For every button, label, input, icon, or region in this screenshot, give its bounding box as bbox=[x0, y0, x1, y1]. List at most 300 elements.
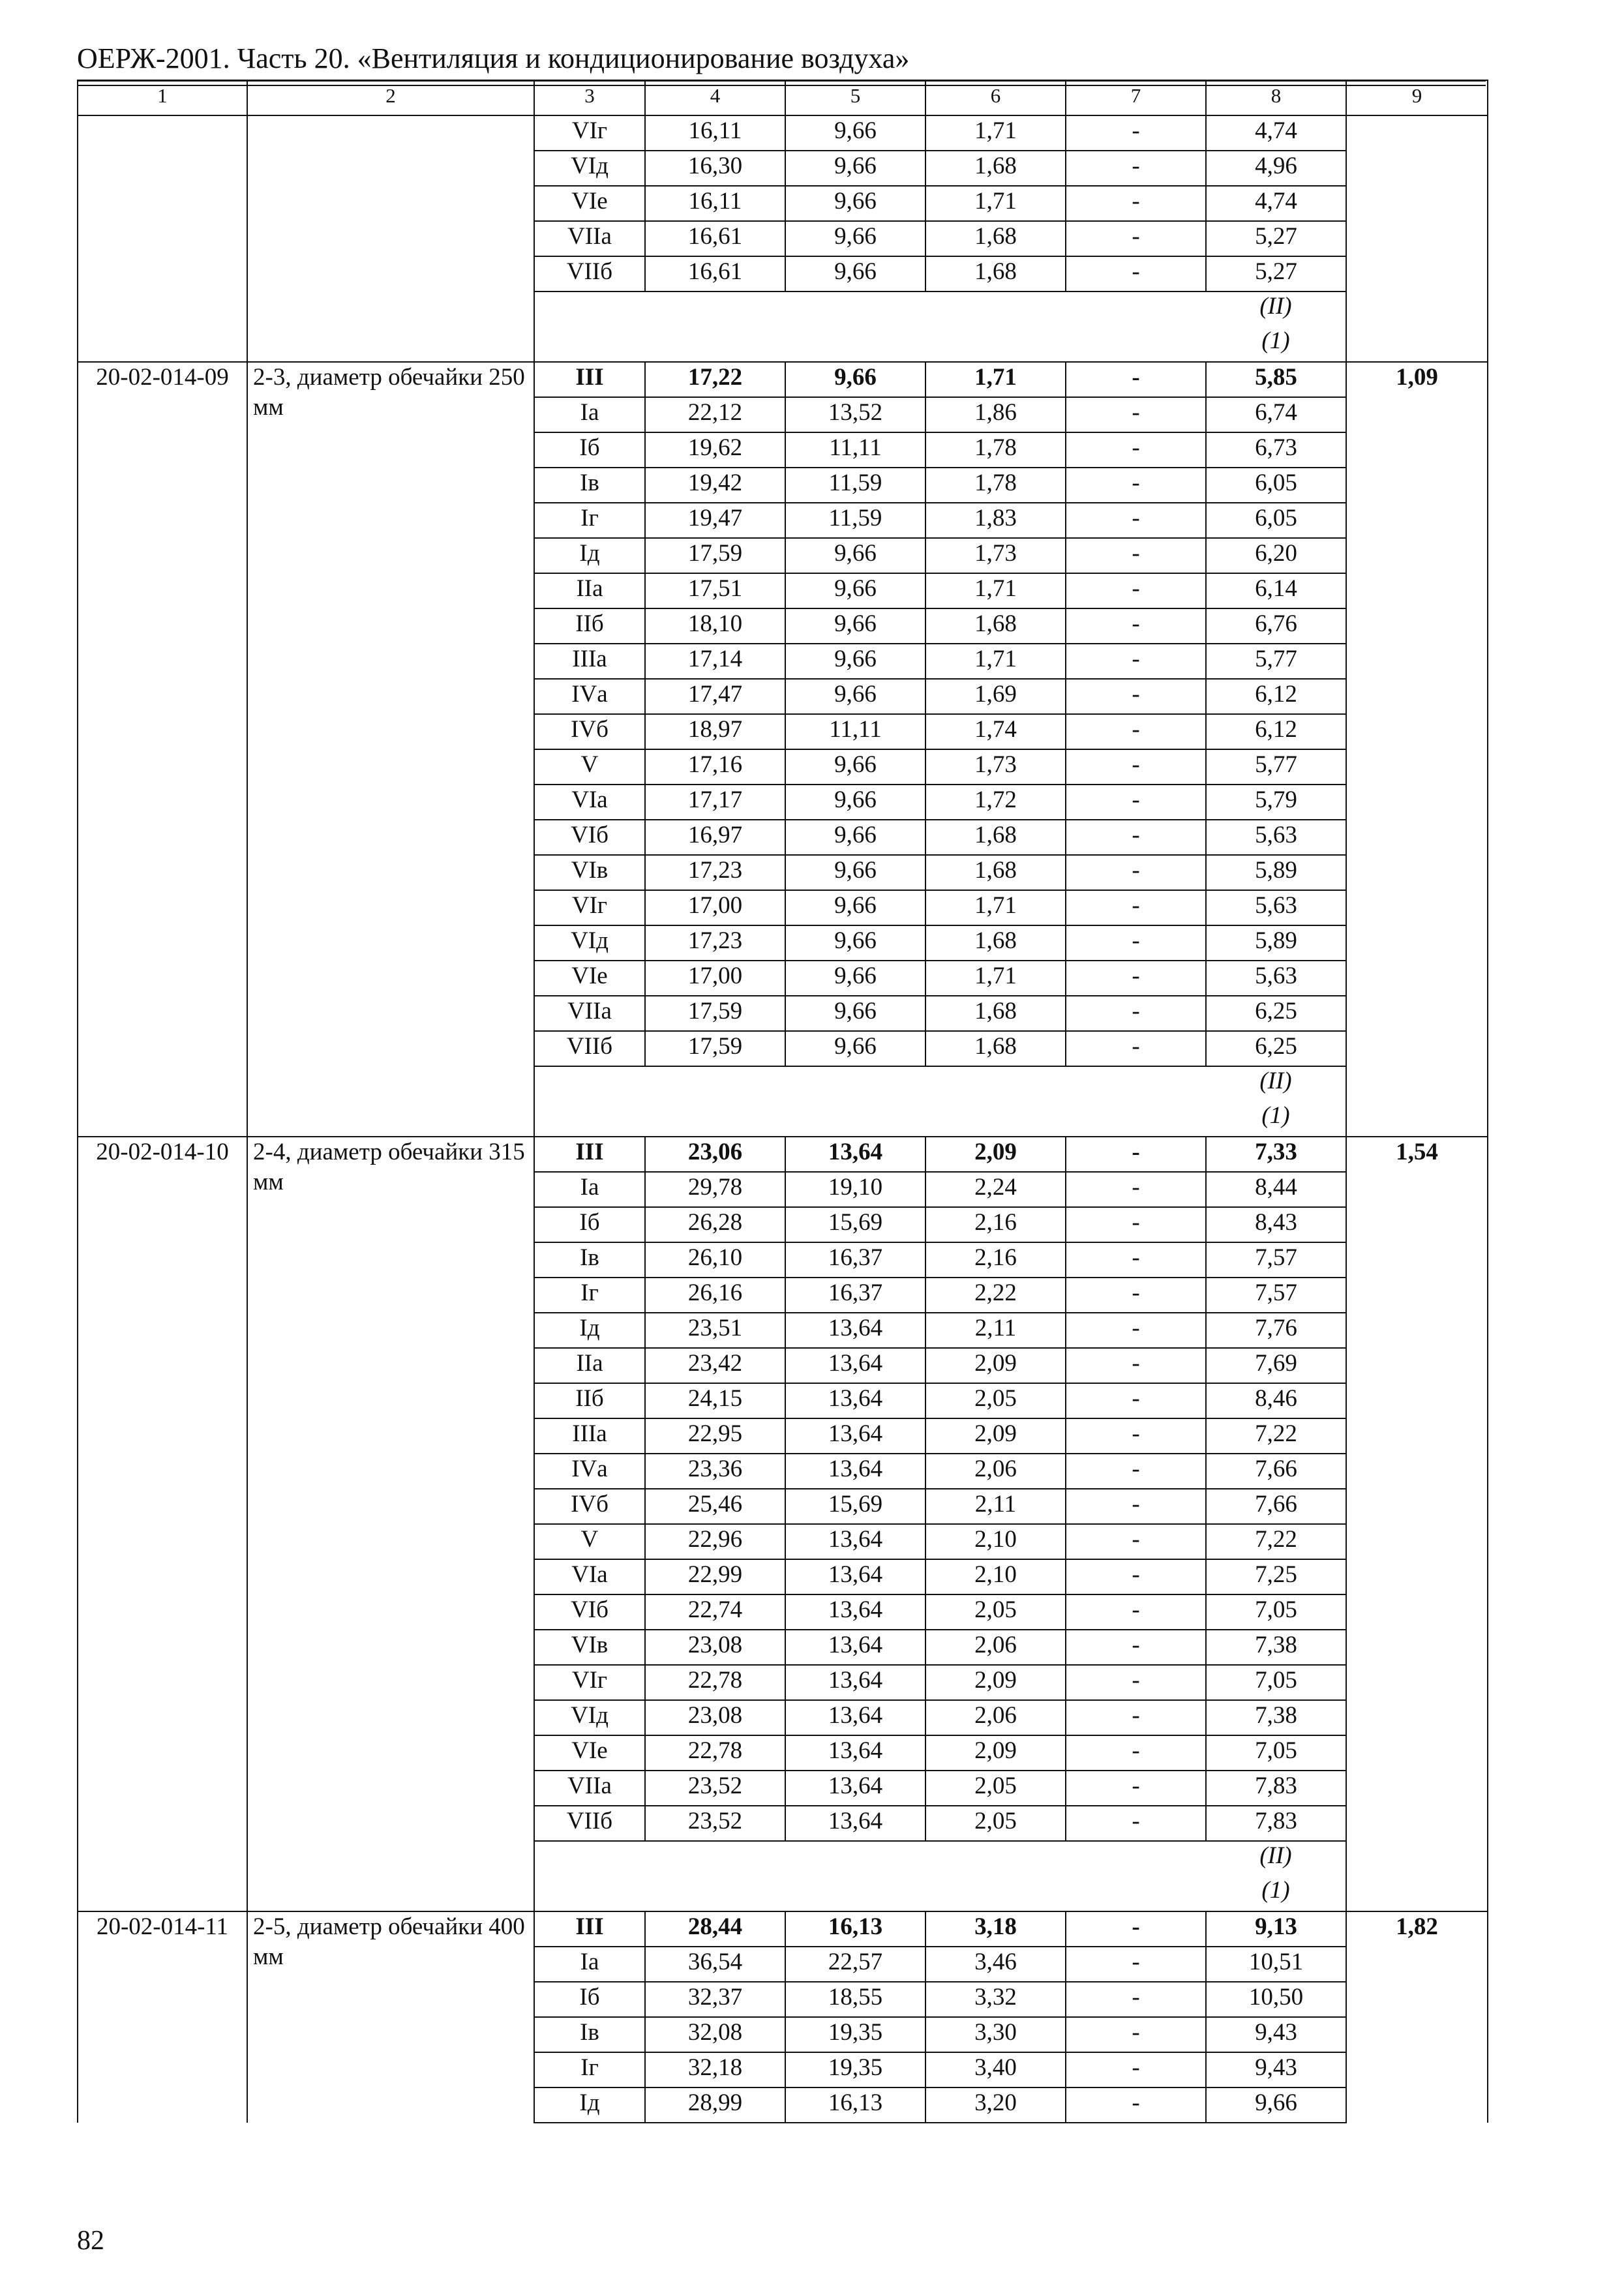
cost-wages-cell: - bbox=[1066, 961, 1206, 996]
cost-total-cell: 28,99 bbox=[645, 2087, 785, 2123]
cost-labor-cell: 9,66 bbox=[785, 221, 925, 256]
cost-materials-cell: 8,43 bbox=[1206, 1207, 1346, 1242]
zone-cell: VIа bbox=[534, 1559, 645, 1594]
cost-labor-cell: 13,64 bbox=[785, 1137, 925, 1172]
cost-total-cell: 17,59 bbox=[645, 996, 785, 1031]
table-body bbox=[78, 80, 1488, 2123]
cost-labor-cell: 13,64 bbox=[785, 1348, 925, 1383]
cost-wages-cell: - bbox=[1066, 1771, 1206, 1806]
column-number: 8 bbox=[1206, 80, 1346, 115]
cost-wages-cell: - bbox=[1066, 1313, 1206, 1348]
cost-total-cell: 36,54 bbox=[645, 1947, 785, 1982]
cost-machines-cell: 1,68 bbox=[925, 221, 1066, 256]
cost-materials-cell: 10,51 bbox=[1206, 1947, 1346, 1982]
cost-machines-cell: 2,16 bbox=[925, 1242, 1066, 1278]
cost-machines-cell: 1,74 bbox=[925, 714, 1066, 749]
zone-cell: III bbox=[534, 1137, 645, 1172]
zone-cell: III bbox=[534, 1911, 645, 1947]
cost-labor-cell: 11,11 bbox=[785, 714, 925, 749]
zone-cell: VIг bbox=[534, 1665, 645, 1700]
cost-wages-cell: - bbox=[1066, 573, 1206, 608]
cost-machines-cell: 3,30 bbox=[925, 2017, 1066, 2052]
zone-cell: VIIб bbox=[534, 1806, 645, 1841]
cost-materials-cell: 6,74 bbox=[1206, 397, 1346, 432]
note-value-cell-text: (II) bbox=[1259, 1068, 1292, 1094]
cost-materials-cell: 7,66 bbox=[1206, 1489, 1346, 1524]
zone-cell: Iб bbox=[534, 432, 645, 468]
cost-materials-cell: 5,27 bbox=[1206, 221, 1346, 256]
cost-wages-cell: - bbox=[1066, 679, 1206, 714]
cost-wages-cell: - bbox=[1066, 186, 1206, 221]
zone-cell: VIIб bbox=[534, 1031, 645, 1066]
zone-cell: Iд bbox=[534, 2087, 645, 2123]
cost-wages-cell: - bbox=[1066, 221, 1206, 256]
cost-labor-cell: 11,59 bbox=[785, 468, 925, 503]
cost-labor-cell: 9,66 bbox=[785, 644, 925, 679]
cost-materials-cell: 7,22 bbox=[1206, 1524, 1346, 1559]
note-value-cell bbox=[1206, 1876, 1346, 1911]
cost-total-cell: 23,52 bbox=[645, 1806, 785, 1841]
cost-materials-cell: 4,74 bbox=[1206, 186, 1346, 221]
cost-materials-cell: 6,73 bbox=[1206, 432, 1346, 468]
cost-total-cell: 32,18 bbox=[645, 2052, 785, 2087]
rate-code: 20-02-014-10 bbox=[78, 1137, 247, 1911]
cost-machines-cell: 1,71 bbox=[925, 644, 1066, 679]
zone-cell: Iг bbox=[534, 2052, 645, 2087]
zone-cell: VIв bbox=[534, 1630, 645, 1665]
cost-wages-cell: - bbox=[1066, 925, 1206, 961]
cost-materials-cell: 5,77 bbox=[1206, 644, 1346, 679]
cost-wages-cell: - bbox=[1066, 256, 1206, 292]
cost-total-cell: 17,00 bbox=[645, 961, 785, 996]
cost-total-cell: 23,08 bbox=[645, 1700, 785, 1735]
note-value-cell bbox=[1206, 327, 1346, 362]
cost-wages-cell: - bbox=[1066, 538, 1206, 573]
zone-cell: VIе bbox=[534, 186, 645, 221]
cost-total-cell: 16,97 bbox=[645, 820, 785, 855]
cost-labor-cell: 9,66 bbox=[785, 679, 925, 714]
table-row bbox=[78, 362, 1488, 397]
cost-materials-cell: 7,66 bbox=[1206, 1454, 1346, 1489]
cost-machines-cell: 1,72 bbox=[925, 785, 1066, 820]
cost-total-cell: 17,22 bbox=[645, 362, 785, 397]
cost-machines-cell: 1,68 bbox=[925, 820, 1066, 855]
cost-wages-cell: - bbox=[1066, 1242, 1206, 1278]
cost-total-cell: 23,51 bbox=[645, 1313, 785, 1348]
note-value-cell bbox=[1206, 1101, 1346, 1137]
zone-cell: III bbox=[534, 362, 645, 397]
note-blank-cell bbox=[534, 1101, 1206, 1137]
cost-materials-cell: 9,13 bbox=[1206, 1911, 1346, 1947]
cost-wages-cell: - bbox=[1066, 1594, 1206, 1630]
cost-labor-cell: 11,11 bbox=[785, 432, 925, 468]
cost-machines-cell: 2,11 bbox=[925, 1313, 1066, 1348]
cost-labor-cell: 13,64 bbox=[785, 1418, 925, 1454]
cost-machines-cell: 3,18 bbox=[925, 1911, 1066, 1947]
note-value-cell bbox=[1206, 292, 1346, 327]
cost-labor-cell: 13,64 bbox=[785, 1559, 925, 1594]
zone-cell: IIб bbox=[534, 608, 645, 644]
cost-machines-cell: 2,05 bbox=[925, 1594, 1066, 1630]
cost-total-cell: 17,14 bbox=[645, 644, 785, 679]
cost-wages-cell: - bbox=[1066, 1524, 1206, 1559]
zone-cell: Iв bbox=[534, 1242, 645, 1278]
note-blank-cell bbox=[534, 1841, 1206, 1876]
cost-labor-cell: 15,69 bbox=[785, 1207, 925, 1242]
zone-cell: Iа bbox=[534, 1947, 645, 1982]
cost-labor-cell: 9,66 bbox=[785, 890, 925, 925]
cost-total-cell: 29,78 bbox=[645, 1172, 785, 1207]
zone-cell: VIд bbox=[534, 1700, 645, 1735]
cost-machines-cell: 1,83 bbox=[925, 503, 1066, 538]
cost-total-cell: 22,78 bbox=[645, 1665, 785, 1700]
cost-wages-cell: - bbox=[1066, 714, 1206, 749]
zone-cell: VIг bbox=[534, 890, 645, 925]
cost-machines-cell: 2,24 bbox=[925, 1172, 1066, 1207]
zone-cell: VIа bbox=[534, 785, 645, 820]
cost-wages-cell: - bbox=[1066, 1700, 1206, 1735]
cost-labor-cell: 13,64 bbox=[785, 1383, 925, 1418]
zone-cell: V bbox=[534, 1524, 645, 1559]
note-value-cell-text: (1) bbox=[1261, 1102, 1290, 1129]
column-number: 4 bbox=[645, 80, 785, 115]
cost-materials-cell: 7,05 bbox=[1206, 1594, 1346, 1630]
labor-hours-cell: 1,09 bbox=[1346, 362, 1488, 1137]
cost-labor-cell: 9,66 bbox=[785, 115, 925, 151]
table-row bbox=[78, 1137, 1488, 1172]
cost-machines-cell: 2,09 bbox=[925, 1137, 1066, 1172]
table-row bbox=[78, 115, 1488, 151]
cost-wages-cell: - bbox=[1066, 996, 1206, 1031]
cost-materials-cell: 6,05 bbox=[1206, 503, 1346, 538]
cost-machines-cell: 2,09 bbox=[925, 1665, 1066, 1700]
cost-labor-cell: 9,66 bbox=[785, 538, 925, 573]
cost-total-cell: 17,51 bbox=[645, 573, 785, 608]
note-value-cell-text: (1) bbox=[1261, 1877, 1290, 1904]
cost-labor-cell: 13,64 bbox=[785, 1735, 925, 1771]
rate-description: 2-5, диаметр обечайки 400 мм bbox=[247, 1911, 534, 2123]
cost-labor-cell: 13,52 bbox=[785, 397, 925, 432]
cost-total-cell: 17,59 bbox=[645, 1031, 785, 1066]
zone-cell: Iг bbox=[534, 1278, 645, 1313]
cost-labor-cell: 13,64 bbox=[785, 1594, 925, 1630]
cost-total-cell: 26,16 bbox=[645, 1278, 785, 1313]
cost-machines-cell: 1,68 bbox=[925, 855, 1066, 890]
column-number: 5 bbox=[785, 80, 925, 115]
cost-machines-cell: 3,46 bbox=[925, 1947, 1066, 1982]
cost-wages-cell: - bbox=[1066, 115, 1206, 151]
cost-materials-cell: 10,50 bbox=[1206, 1982, 1346, 2017]
cost-labor-cell: 16,13 bbox=[785, 1911, 925, 1947]
zone-cell: VIд bbox=[534, 925, 645, 961]
cost-wages-cell: - bbox=[1066, 1137, 1206, 1172]
cost-materials-cell: 8,44 bbox=[1206, 1172, 1346, 1207]
cost-wages-cell: - bbox=[1066, 1735, 1206, 1771]
cost-machines-cell: 2,05 bbox=[925, 1383, 1066, 1418]
cost-materials-cell: 5,63 bbox=[1206, 820, 1346, 855]
cost-materials-cell: 5,85 bbox=[1206, 362, 1346, 397]
cost-total-cell: 26,10 bbox=[645, 1242, 785, 1278]
cost-labor-cell: 9,66 bbox=[785, 573, 925, 608]
cost-total-cell: 16,30 bbox=[645, 151, 785, 186]
zone-cell: VIIб bbox=[534, 256, 645, 292]
rate-description: 2-4, диаметр обечайки 315 мм bbox=[247, 1137, 534, 1911]
cost-machines-cell: 2,09 bbox=[925, 1348, 1066, 1383]
zone-cell: IVа bbox=[534, 679, 645, 714]
cost-wages-cell: - bbox=[1066, 1207, 1206, 1242]
cost-materials-cell: 7,57 bbox=[1206, 1242, 1346, 1278]
labor-hours-cell: 1,54 bbox=[1346, 1137, 1488, 1911]
zone-cell: Iб bbox=[534, 1207, 645, 1242]
zone-cell: Iа bbox=[534, 397, 645, 432]
cost-wages-cell: - bbox=[1066, 1665, 1206, 1700]
cost-materials-cell: 6,25 bbox=[1206, 1031, 1346, 1066]
rate-code: 20-02-014-09 bbox=[78, 362, 247, 1137]
cost-wages-cell: - bbox=[1066, 855, 1206, 890]
cost-total-cell: 32,37 bbox=[645, 1982, 785, 2017]
cost-total-cell: 24,15 bbox=[645, 1383, 785, 1418]
note-blank-cell bbox=[534, 327, 1206, 362]
cost-wages-cell: - bbox=[1066, 1911, 1206, 1947]
cost-wages-cell: - bbox=[1066, 785, 1206, 820]
cost-total-cell: 17,16 bbox=[645, 749, 785, 785]
cost-total-cell: 32,08 bbox=[645, 2017, 785, 2052]
cost-materials-cell: 9,43 bbox=[1206, 2052, 1346, 2087]
cost-machines-cell: 2,06 bbox=[925, 1454, 1066, 1489]
cost-wages-cell: - bbox=[1066, 1630, 1206, 1665]
page-number: 82 bbox=[77, 2226, 104, 2256]
cost-materials-cell: 7,76 bbox=[1206, 1313, 1346, 1348]
zone-cell: Iг bbox=[534, 503, 645, 538]
cost-labor-cell: 9,66 bbox=[785, 749, 925, 785]
cost-labor-cell: 19,35 bbox=[785, 2052, 925, 2087]
cost-materials-cell: 6,20 bbox=[1206, 538, 1346, 573]
cost-labor-cell: 13,64 bbox=[785, 1665, 925, 1700]
zone-cell: Iв bbox=[534, 2017, 645, 2052]
cost-machines-cell: 2,16 bbox=[925, 1207, 1066, 1242]
cost-labor-cell: 9,66 bbox=[785, 820, 925, 855]
cost-wages-cell: - bbox=[1066, 2017, 1206, 2052]
cost-wages-cell: - bbox=[1066, 2052, 1206, 2087]
cost-materials-cell: 4,96 bbox=[1206, 151, 1346, 186]
cost-total-cell: 23,08 bbox=[645, 1630, 785, 1665]
cost-wages-cell: - bbox=[1066, 1559, 1206, 1594]
cost-labor-cell: 9,66 bbox=[785, 256, 925, 292]
cost-materials-cell: 5,27 bbox=[1206, 256, 1346, 292]
cost-total-cell: 28,44 bbox=[645, 1911, 785, 1947]
cost-labor-cell: 22,57 bbox=[785, 1947, 925, 1982]
cost-total-cell: 22,12 bbox=[645, 397, 785, 432]
cost-total-cell: 23,52 bbox=[645, 1771, 785, 1806]
column-number: 2 bbox=[247, 80, 534, 115]
cost-machines-cell: 1,71 bbox=[925, 961, 1066, 996]
cost-total-cell: 22,99 bbox=[645, 1559, 785, 1594]
cost-machines-cell: 2,05 bbox=[925, 1771, 1066, 1806]
cost-materials-cell: 6,05 bbox=[1206, 468, 1346, 503]
cost-materials-cell: 4,74 bbox=[1206, 115, 1346, 151]
cost-materials-cell: 7,69 bbox=[1206, 1348, 1346, 1383]
cost-total-cell: 17,17 bbox=[645, 785, 785, 820]
cost-total-cell: 22,74 bbox=[645, 1594, 785, 1630]
note-value-cell-text: (1) bbox=[1261, 327, 1290, 354]
cost-materials-cell: 7,38 bbox=[1206, 1630, 1346, 1665]
cost-labor-cell: 19,10 bbox=[785, 1172, 925, 1207]
cost-materials-cell: 7,83 bbox=[1206, 1806, 1346, 1841]
cost-machines-cell: 1,71 bbox=[925, 186, 1066, 221]
zone-cell: V bbox=[534, 749, 645, 785]
rate-description bbox=[247, 115, 534, 362]
cost-wages-cell: - bbox=[1066, 820, 1206, 855]
cost-total-cell: 16,11 bbox=[645, 115, 785, 151]
cost-total-cell: 22,95 bbox=[645, 1418, 785, 1454]
cost-machines-cell: 1,71 bbox=[925, 573, 1066, 608]
note-value-cell-text: (II) bbox=[1259, 1842, 1292, 1869]
zone-cell: IIIа bbox=[534, 644, 645, 679]
cost-total-cell: 22,96 bbox=[645, 1524, 785, 1559]
cost-machines-cell: 1,68 bbox=[925, 925, 1066, 961]
cost-machines-cell: 1,68 bbox=[925, 996, 1066, 1031]
cost-labor-cell: 9,66 bbox=[785, 186, 925, 221]
cost-materials-cell: 9,66 bbox=[1206, 2087, 1346, 2123]
cost-machines-cell: 1,73 bbox=[925, 749, 1066, 785]
zone-cell: VIг bbox=[534, 115, 645, 151]
cost-machines-cell: 2,10 bbox=[925, 1524, 1066, 1559]
zone-cell: VIIа bbox=[534, 221, 645, 256]
cost-machines-cell: 1,68 bbox=[925, 256, 1066, 292]
cost-total-cell: 18,10 bbox=[645, 608, 785, 644]
cost-wages-cell: - bbox=[1066, 1947, 1206, 1982]
cost-materials-cell: 5,89 bbox=[1206, 925, 1346, 961]
cost-labor-cell: 9,66 bbox=[785, 608, 925, 644]
cost-wages-cell: - bbox=[1066, 890, 1206, 925]
cost-labor-cell: 13,64 bbox=[785, 1454, 925, 1489]
cost-machines-cell: 1,73 bbox=[925, 538, 1066, 573]
cost-wages-cell: - bbox=[1066, 468, 1206, 503]
cost-labor-cell: 9,66 bbox=[785, 925, 925, 961]
cost-materials-cell: 9,43 bbox=[1206, 2017, 1346, 2052]
column-number: 3 bbox=[534, 80, 645, 115]
cost-materials-cell: 6,14 bbox=[1206, 573, 1346, 608]
cost-materials-cell: 7,57 bbox=[1206, 1278, 1346, 1313]
column-number: 9 bbox=[1346, 80, 1488, 115]
cost-labor-cell: 13,64 bbox=[785, 1524, 925, 1559]
cost-materials-cell: 7,05 bbox=[1206, 1665, 1346, 1700]
cost-total-cell: 17,00 bbox=[645, 890, 785, 925]
cost-materials-cell: 7,25 bbox=[1206, 1559, 1346, 1594]
cost-labor-cell: 13,64 bbox=[785, 1630, 925, 1665]
cost-labor-cell: 13,64 bbox=[785, 1313, 925, 1348]
cost-wages-cell: - bbox=[1066, 2087, 1206, 2123]
cost-machines-cell: 1,68 bbox=[925, 1031, 1066, 1066]
cost-materials-cell: 5,77 bbox=[1206, 749, 1346, 785]
column-number: 6 bbox=[925, 80, 1066, 115]
cost-machines-cell: 2,09 bbox=[925, 1418, 1066, 1454]
cost-labor-cell: 9,66 bbox=[785, 1031, 925, 1066]
cost-machines-cell: 1,86 bbox=[925, 397, 1066, 432]
cost-labor-cell: 16,37 bbox=[785, 1242, 925, 1278]
cost-materials-cell: 8,46 bbox=[1206, 1383, 1346, 1418]
cost-wages-cell: - bbox=[1066, 1982, 1206, 2017]
rate-code bbox=[78, 115, 247, 362]
cost-labor-cell: 9,66 bbox=[785, 785, 925, 820]
cost-materials-cell: 5,79 bbox=[1206, 785, 1346, 820]
cost-machines-cell: 1,78 bbox=[925, 468, 1066, 503]
column-number-row bbox=[78, 80, 1488, 115]
cost-machines-cell: 2,06 bbox=[925, 1700, 1066, 1735]
cost-wages-cell: - bbox=[1066, 1348, 1206, 1383]
cost-total-cell: 22,78 bbox=[645, 1735, 785, 1771]
cost-labor-cell: 18,55 bbox=[785, 1982, 925, 2017]
cost-wages-cell: - bbox=[1066, 432, 1206, 468]
cost-total-cell: 17,47 bbox=[645, 679, 785, 714]
zone-cell: Iб bbox=[534, 1982, 645, 2017]
cost-total-cell: 19,47 bbox=[645, 503, 785, 538]
cost-total-cell: 23,06 bbox=[645, 1137, 785, 1172]
cost-materials-cell: 7,38 bbox=[1206, 1700, 1346, 1735]
cost-total-cell: 23,36 bbox=[645, 1454, 785, 1489]
labor-hours-cell: 1,82 bbox=[1346, 1911, 1488, 2123]
cost-machines-cell: 1,69 bbox=[925, 679, 1066, 714]
cost-wages-cell: - bbox=[1066, 608, 1206, 644]
cost-machines-cell: 1,68 bbox=[925, 608, 1066, 644]
zone-cell: Iв bbox=[534, 468, 645, 503]
zone-cell: Iд bbox=[534, 1313, 645, 1348]
cost-labor-cell: 13,64 bbox=[785, 1700, 925, 1735]
cost-labor-cell: 11,59 bbox=[785, 503, 925, 538]
zone-cell: VIд bbox=[534, 151, 645, 186]
cost-wages-cell: - bbox=[1066, 362, 1206, 397]
cost-total-cell: 16,61 bbox=[645, 256, 785, 292]
cost-wages-cell: - bbox=[1066, 1489, 1206, 1524]
cost-total-cell: 17,59 bbox=[645, 538, 785, 573]
cost-labor-cell: 9,66 bbox=[785, 996, 925, 1031]
cost-materials-cell: 7,83 bbox=[1206, 1771, 1346, 1806]
rate-description: 2-3, диаметр обечайки 250 мм bbox=[247, 362, 534, 1137]
cost-labor-cell: 9,66 bbox=[785, 855, 925, 890]
cost-labor-cell: 16,37 bbox=[785, 1278, 925, 1313]
zone-cell: VIб bbox=[534, 1594, 645, 1630]
zone-cell: VIIа bbox=[534, 1771, 645, 1806]
column-number: 7 bbox=[1066, 80, 1206, 115]
cost-materials-cell: 6,76 bbox=[1206, 608, 1346, 644]
labor-hours-cell bbox=[1346, 115, 1488, 362]
cost-machines-cell: 3,20 bbox=[925, 2087, 1066, 2123]
cost-wages-cell: - bbox=[1066, 1418, 1206, 1454]
cost-machines-cell: 1,71 bbox=[925, 890, 1066, 925]
cost-total-cell: 18,97 bbox=[645, 714, 785, 749]
cost-machines-cell: 1,71 bbox=[925, 362, 1066, 397]
note-value-cell-text: (II) bbox=[1259, 293, 1292, 320]
rates-table bbox=[77, 80, 1488, 2123]
zone-cell: IIа bbox=[534, 573, 645, 608]
note-value-cell bbox=[1206, 1066, 1346, 1101]
cost-total-cell: 17,23 bbox=[645, 855, 785, 890]
cost-machines-cell: 2,22 bbox=[925, 1278, 1066, 1313]
cost-wages-cell: - bbox=[1066, 503, 1206, 538]
note-value-cell bbox=[1206, 1841, 1346, 1876]
zone-cell: Iд bbox=[534, 538, 645, 573]
zone-cell: IVа bbox=[534, 1454, 645, 1489]
cost-materials-cell: 7,33 bbox=[1206, 1137, 1346, 1172]
zone-cell: VIв bbox=[534, 855, 645, 890]
rate-code: 20-02-014-11 bbox=[78, 1911, 247, 2123]
cost-labor-cell: 9,66 bbox=[785, 362, 925, 397]
cost-machines-cell: 2,06 bbox=[925, 1630, 1066, 1665]
table-row bbox=[78, 1911, 1488, 1947]
cost-materials-cell: 6,25 bbox=[1206, 996, 1346, 1031]
cost-total-cell: 26,28 bbox=[645, 1207, 785, 1242]
cost-wages-cell: - bbox=[1066, 1454, 1206, 1489]
